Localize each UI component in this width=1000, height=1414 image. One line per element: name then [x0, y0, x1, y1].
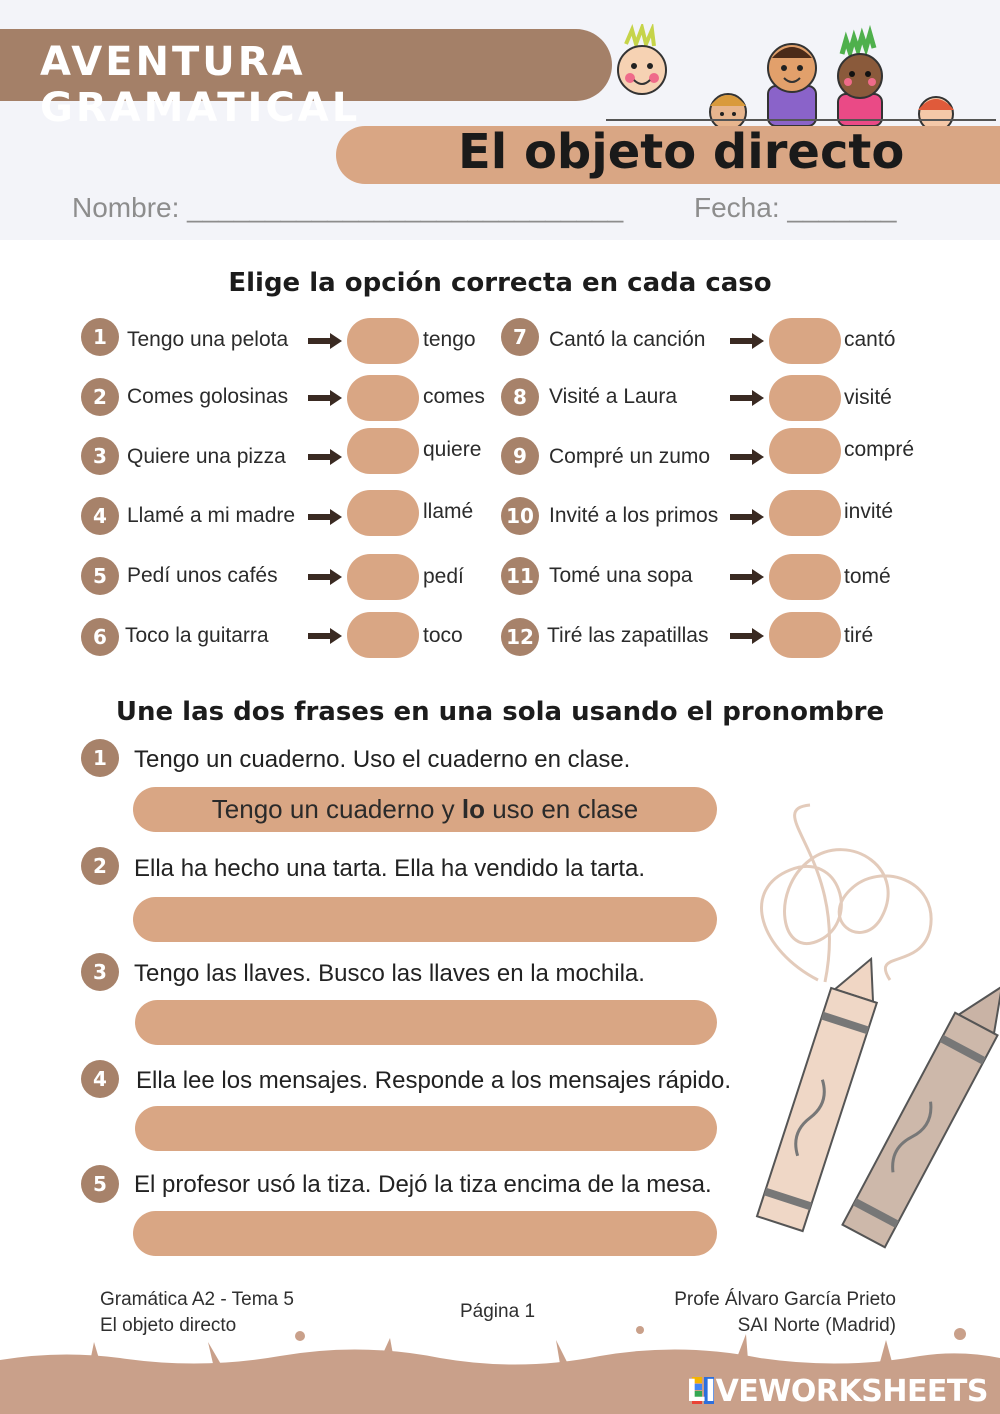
answer-box-4[interactable] [347, 490, 419, 536]
banner-title: AVENTURA GRAMATICAL [40, 39, 361, 131]
badge-12: 12 [501, 618, 539, 656]
s2-sentence-5: El profesor usó la tiza. Dejó la tiza encima de la mesa. [134, 1171, 712, 1198]
s2-answer-1-post: uso en clase [484, 794, 639, 824]
s2-answer-3[interactable] [135, 1000, 717, 1045]
answer-box-12[interactable] [769, 612, 841, 658]
s2-answer-4[interactable] [135, 1106, 717, 1151]
s2-sentence-2: Ella ha hecho una tarta. Ella ha vendido la tarta. [134, 855, 646, 882]
badge-6: 6 [81, 618, 119, 656]
item-4-text: Llamé a mi madre [127, 504, 296, 527]
arrow-right-icon [308, 627, 342, 645]
s2-answer-2[interactable] [133, 897, 717, 942]
arrow-right-icon [308, 389, 342, 407]
verb-7: cantó [844, 328, 896, 351]
arrow-right-icon [730, 568, 764, 586]
s2-answer-1-pre: Tengo un cuaderno y [211, 794, 462, 824]
arrow-right-icon [730, 508, 764, 526]
arrow-right-icon [730, 389, 764, 407]
answer-box-7[interactable] [769, 318, 841, 364]
date-field[interactable]: Fecha: _______ [694, 192, 897, 223]
item-9-text: Compré un zumo [549, 445, 711, 468]
verb-6: toco [423, 624, 463, 647]
badge-7: 7 [501, 318, 539, 356]
s2-badge-1: 1 [81, 739, 119, 777]
verb-12: tiré [844, 624, 874, 647]
title-banner [0, 29, 612, 131]
item-11-text: Tomé una sopa [549, 564, 693, 587]
arrow-right-icon [730, 627, 764, 645]
answer-box-11[interactable] [769, 554, 841, 600]
answer-box-8[interactable] [769, 375, 841, 421]
verb-5: pedí [423, 565, 464, 588]
answer-box-5[interactable] [347, 554, 419, 600]
verb-4: llamé [423, 500, 474, 523]
badge-8: 8 [501, 378, 539, 416]
item-5-text: Pedí unos cafés [127, 564, 278, 587]
answer-box-3[interactable] [347, 428, 419, 474]
arrow-right-icon [308, 448, 342, 466]
verb-9: compré [844, 438, 915, 461]
item-12-text: Tiré las zapatillas [547, 624, 709, 647]
answer-box-10[interactable] [769, 490, 841, 536]
s2-badge-3: 3 [81, 953, 119, 991]
item-2-text: Comes golosinas [127, 385, 289, 408]
item-6-text: Toco la guitarra [125, 624, 269, 647]
item-10-text: Invité a los primos [549, 504, 719, 527]
footer-course: Gramática A2 - Tema 5 [100, 1289, 294, 1310]
s2-answer-1-pronoun: lo [461, 794, 485, 824]
verb-2: comes [423, 385, 485, 408]
name-field[interactable]: Nombre: ____________________________ [72, 192, 624, 223]
s2-sentence-4: Ella lee los mensajes. Responde a los mensajes rápido. [136, 1067, 731, 1094]
section1-title: Elige la opción correcta en cada caso [228, 268, 772, 298]
verb-11: tomé [844, 565, 891, 588]
badge-2: 2 [81, 378, 119, 416]
arrow-right-icon [730, 332, 764, 350]
section2-title: Une las dos frases en una sola usando el pronombre [115, 697, 885, 727]
footer-author: Profe Álvaro García Prieto [674, 1289, 896, 1310]
verb-10: invité [844, 500, 894, 523]
item-7-text: Cantó la canción [549, 328, 706, 351]
s2-badge-2: 2 [81, 847, 119, 885]
s2-badge-5: 5 [81, 1165, 119, 1203]
badge-11: 11 [501, 557, 539, 595]
badge-9: 9 [501, 437, 539, 475]
item-8-text: Visité a Laura [549, 385, 678, 408]
answer-box-6[interactable] [347, 612, 419, 658]
verb-3: quiere [423, 438, 482, 461]
liveworksheets-watermark[interactable]: LIVEWORKSHEETS [686, 1374, 988, 1409]
crayons-illustration [700, 800, 1000, 1270]
s2-sentence-3: Tengo las llaves. Busco las llaves en la mochila. [134, 960, 645, 987]
s2-answer-5[interactable] [133, 1211, 717, 1256]
answer-box-1[interactable] [347, 318, 419, 364]
arrow-right-icon [308, 332, 342, 350]
kids-illustration [606, 24, 996, 128]
arrow-right-icon [730, 448, 764, 466]
verb-8: visité [844, 386, 892, 409]
badge-5: 5 [81, 557, 119, 595]
badge-3: 3 [81, 437, 119, 475]
arrow-right-icon [308, 508, 342, 526]
item-1-text: Tengo una pelota [127, 328, 289, 351]
s2-badge-4: 4 [81, 1060, 119, 1098]
page-subtitle: El objeto directo [458, 124, 905, 180]
s2-answer-1[interactable] [133, 787, 717, 832]
badge-4: 4 [81, 497, 119, 535]
footer-school: SAI Norte (Madrid) [737, 1315, 896, 1336]
badge-10: 10 [501, 497, 539, 535]
item-3-text: Quiere una pizza [127, 445, 286, 468]
verb-1: tengo [423, 328, 476, 351]
badge-1: 1 [81, 318, 119, 356]
s2-sentence-1: Tengo un cuaderno. Uso el cuaderno en clase. [134, 746, 631, 773]
page-number: Página 1 [460, 1301, 536, 1322]
answer-box-2[interactable] [347, 375, 419, 421]
footer-topic: El objeto directo [100, 1315, 237, 1336]
answer-box-9[interactable] [769, 428, 841, 474]
arrow-right-icon [308, 568, 342, 586]
